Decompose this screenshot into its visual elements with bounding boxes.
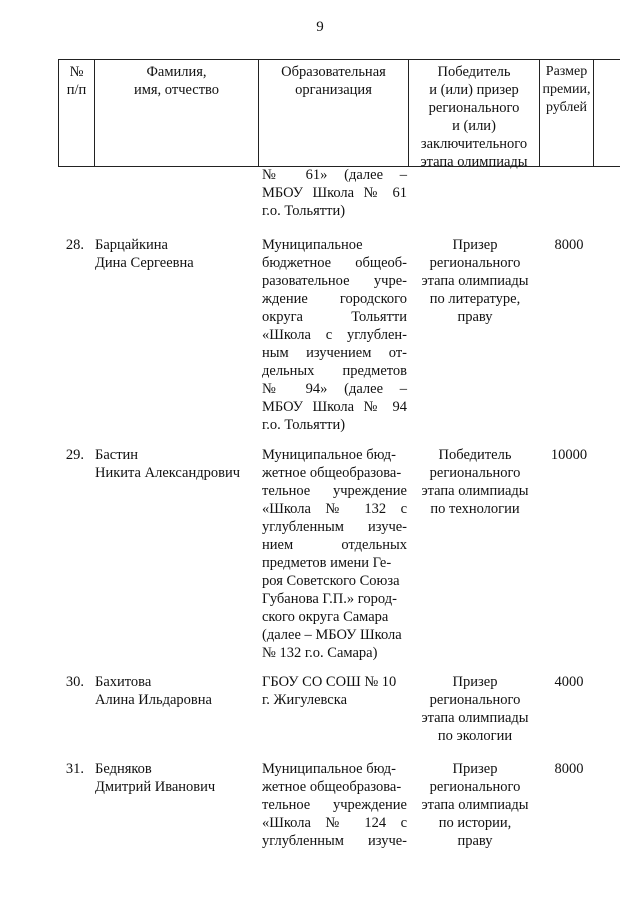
org-line: № 94» (далее – xyxy=(262,381,407,397)
row-number: 29. xyxy=(65,447,84,463)
org-line: «Школа № 124 с xyxy=(262,815,407,831)
row-name xyxy=(95,760,265,796)
name-line: Дина Сергеевна xyxy=(95,255,194,271)
org-line: г.о. Тольятти) xyxy=(262,203,346,219)
row-prize: 10000 xyxy=(550,447,588,463)
row-organization xyxy=(262,446,407,662)
org-line: жетное общеобразова- xyxy=(262,465,402,481)
award-line: этапа олимпиады xyxy=(421,797,529,813)
org-line: г.о. Тольятти) xyxy=(262,417,346,433)
org-line: МБОУ Школа № 61 xyxy=(262,185,407,201)
org-line: разовательное учре- xyxy=(262,273,407,289)
row-organization xyxy=(262,760,407,850)
org-line: углубленным изуче- xyxy=(262,519,407,535)
row-name xyxy=(95,446,265,482)
award-line: праву xyxy=(457,309,493,325)
header-text: рублей xyxy=(545,100,588,115)
name-line: Никита Александрович xyxy=(95,465,241,481)
org-line: дельных предметов xyxy=(262,363,407,379)
award-line: по литературе, xyxy=(429,291,521,307)
row-award xyxy=(410,236,540,326)
award-line: регионального xyxy=(429,465,521,481)
award-line: праву xyxy=(457,833,493,849)
row-prize: 4000 xyxy=(554,674,584,690)
row-award xyxy=(410,446,540,518)
header-text: и (или) xyxy=(452,118,496,134)
org-line: «Школа № 132 с xyxy=(262,501,407,517)
header-col-award xyxy=(409,60,540,170)
header-text: Фамилия, xyxy=(146,64,207,80)
header-text: и (или) призер xyxy=(429,82,519,98)
name-line: Барцайкина xyxy=(95,237,168,253)
award-line: этапа олимпиады xyxy=(421,710,529,726)
org-line: нием отдельных xyxy=(262,537,407,553)
award-line: Призер xyxy=(452,761,498,777)
table-header xyxy=(58,59,620,170)
org-line: ным изучением от- xyxy=(262,345,407,361)
name-line: Алина Ильдаровна xyxy=(95,692,212,708)
award-line: регионального xyxy=(429,692,521,708)
header-text: имя, отчество xyxy=(133,82,220,98)
row-number: 30. xyxy=(65,674,84,690)
org-line: МБОУ Школа № 94 xyxy=(262,399,407,415)
org-line: Губанова Г.П.» город- xyxy=(262,591,397,607)
header-col-organization xyxy=(259,60,409,166)
award-line: Победитель xyxy=(438,447,512,463)
page-number: 9 xyxy=(316,19,324,35)
row-prize: 8000 xyxy=(554,237,584,253)
org-line: № 132 г.о. Самара) xyxy=(262,645,378,661)
award-line: этапа олимпиады xyxy=(421,483,529,499)
org-line: «Школа с углублен- xyxy=(262,327,407,343)
name-line: Бахитова xyxy=(95,674,152,690)
org-line: (далее – МБОУ Школа xyxy=(262,627,402,643)
org-line: ского округа Самара xyxy=(262,609,389,625)
award-line: регионального xyxy=(429,255,521,271)
award-line: по истории, xyxy=(438,815,512,831)
award-line: по технологии xyxy=(430,501,520,517)
org-line: Муниципальное бюд- xyxy=(262,447,396,463)
header-text: этапа олимпиады xyxy=(420,154,528,170)
org-line: Муниципальное бюд- xyxy=(262,761,396,777)
org-line: № 61» (далее – xyxy=(262,167,407,183)
name-line: Бедняков xyxy=(95,761,152,777)
org-line: жетное общеобразова- xyxy=(262,779,402,795)
header-col-name xyxy=(95,60,259,166)
header-col-number xyxy=(59,60,95,166)
org-line: бюджетное общеоб- xyxy=(262,255,407,271)
award-line: по экологии xyxy=(437,728,513,744)
row-award xyxy=(410,673,540,745)
header-text: заключительного xyxy=(420,136,528,152)
name-line: Дмитрий Иванович xyxy=(95,779,216,795)
header-text: Размер xyxy=(545,64,588,79)
name-line: Бастин xyxy=(95,447,139,463)
row-prize: 8000 xyxy=(554,761,584,777)
org-line: тельное учреждение xyxy=(262,797,407,813)
row-name xyxy=(95,673,265,709)
header-text: премии, xyxy=(542,82,591,97)
row-name xyxy=(95,236,265,272)
header-text: регионального xyxy=(428,100,520,116)
org-line: ГБОУ СО СОШ № 10 xyxy=(262,674,397,690)
row-organization xyxy=(262,673,407,709)
award-line: Призер xyxy=(452,674,498,690)
org-line: углубленным изуче- xyxy=(262,833,407,849)
header-col-prize xyxy=(540,60,594,166)
header-text: организация xyxy=(295,82,372,98)
org-line: предметов имени Ге- xyxy=(262,555,392,571)
org-line: Муниципальное xyxy=(262,237,363,253)
org-line: тельное учреждение xyxy=(262,483,407,499)
row-number: 31. xyxy=(65,761,84,777)
continuation-org xyxy=(262,166,407,220)
org-line: ждение городского xyxy=(262,291,407,307)
row-organization xyxy=(262,236,407,434)
header-text: Образовательная xyxy=(281,64,386,80)
header-text: № xyxy=(69,64,84,80)
header-text: п/п xyxy=(66,82,87,98)
row-award xyxy=(410,760,540,850)
org-line: г. Жигулевска xyxy=(262,692,348,708)
award-line: регионального xyxy=(429,779,521,795)
org-line: роя Советского Союза xyxy=(262,573,400,589)
row-number: 28. xyxy=(65,237,84,253)
award-line: Призер xyxy=(452,237,498,253)
award-line: этапа олимпиады xyxy=(421,273,529,289)
org-line: округа Тольятти xyxy=(262,309,407,325)
header-text: Победитель xyxy=(437,64,511,80)
